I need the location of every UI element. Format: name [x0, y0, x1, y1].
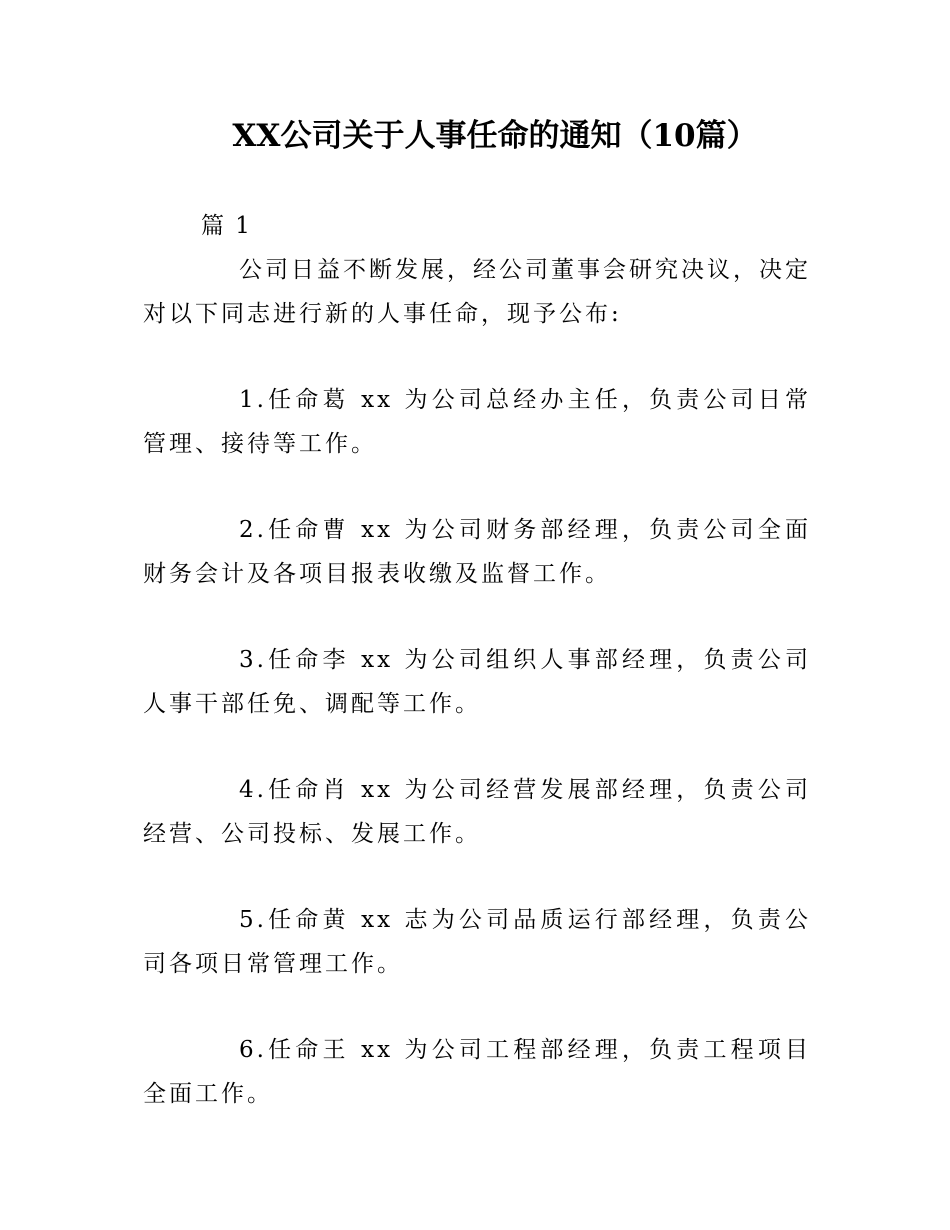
appointment-item-1: 1.任命葛 xx 为公司总经办主任，负责公司日常管理、接待等工作。: [143, 387, 811, 457]
document-title: XX公司关于人事任命的通知（10篇）: [232, 118, 758, 154]
appointment-item-3: 3.任命李 xx 为公司组织人事部经理，负责公司人事干部任免、调配等工作。: [143, 647, 811, 717]
intro-paragraph: 公司日益不断发展，经公司董事会研究决议，决定对以下同志进行新的人事任命，现予公布:: [143, 257, 811, 327]
appointment-item-5: 5.任命黄 xx 志为公司品质运行部经理，负责公司各项日常管理工作。: [143, 907, 811, 977]
section-label: 篇 1: [201, 213, 252, 239]
appointment-item-4: 4.任命肖 xx 为公司经营发展部经理，负责公司经营、公司投标、发展工作。: [143, 777, 811, 847]
appointment-item-2: 2.任命曹 xx 为公司财务部经理，负责公司全面财务会计及各项目报表收缴及监督工作。: [143, 517, 811, 587]
appointment-item-6: 6.任命王 xx 为公司工程部经理，负责工程项目全面工作。: [143, 1037, 811, 1107]
